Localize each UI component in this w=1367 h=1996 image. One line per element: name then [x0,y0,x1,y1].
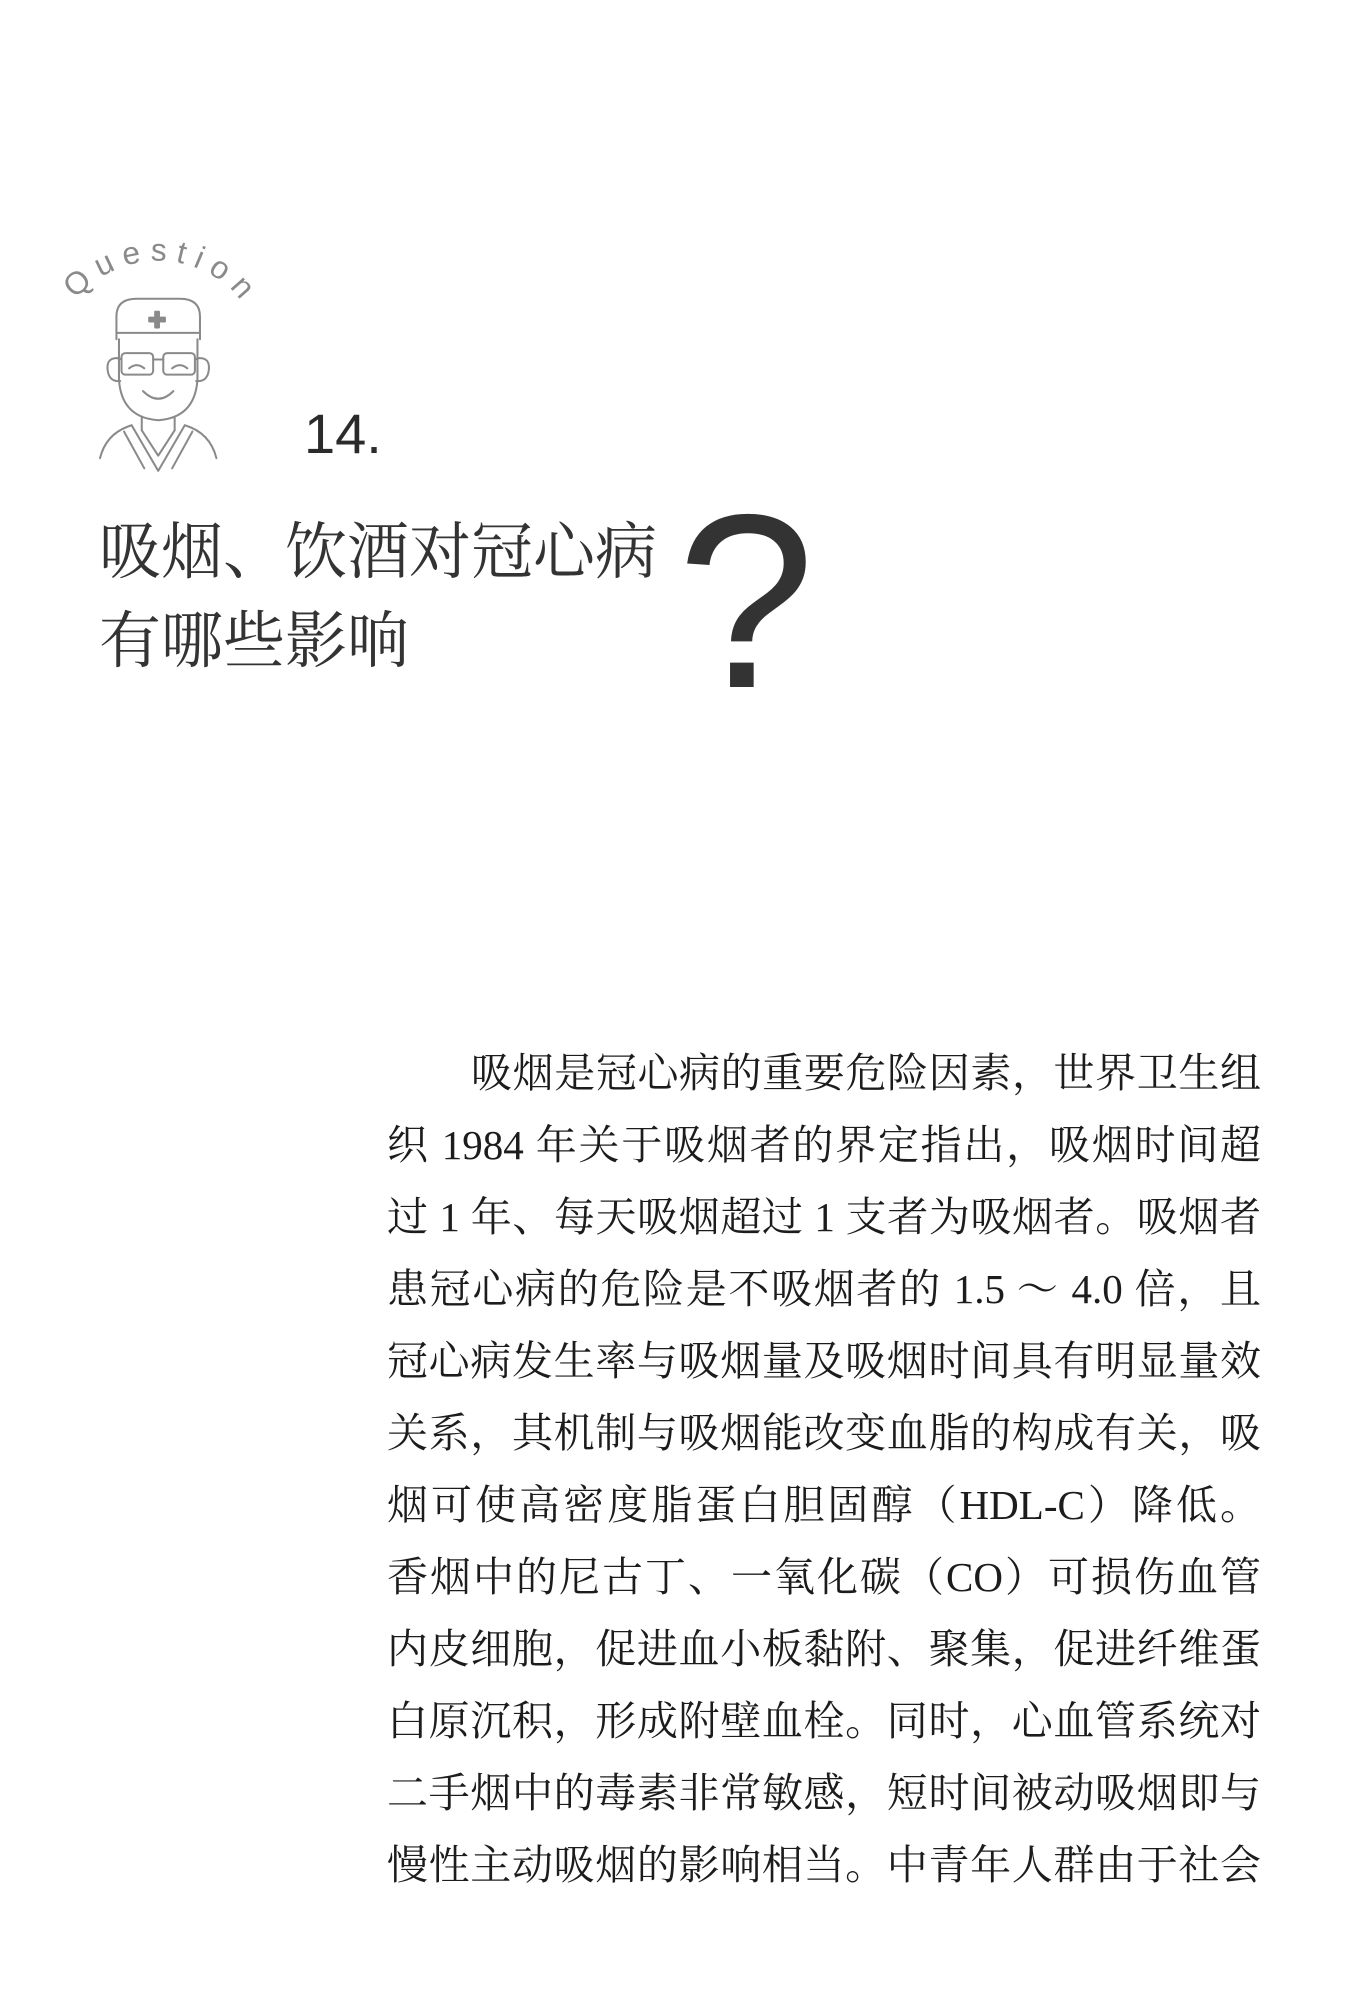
glasses-bridge [118,358,199,359]
doctor-smile [143,391,173,399]
cross-icon-bar [148,317,166,323]
doctor-face [119,339,197,420]
question-arc-text: Question [55,231,269,312]
doctor-lapels [124,432,192,469]
body-line: 慢性主动吸烟的影响相当。中青年人群由于社会 [387,1842,1261,1888]
title-line-1: 吸烟、饮酒对冠心病 [99,515,658,588]
body-line: 过 1 年、每天吸烟超过 1 支者为吸烟者。吸烟者 [387,1194,1261,1240]
body-line: 香烟中的尼古丁、一氧化碳（CO）可损伤血管 [387,1554,1261,1600]
body-line: 患冠心病的危险是不吸烟者的 1.5 ～ 4.0 倍，且 [387,1266,1261,1312]
glasses-left-lens [122,353,154,375]
body-paragraph [387,1037,1261,1901]
body-line: 内皮细胞，促进血小板黏附、聚集，促进纤维蛋 [387,1626,1261,1672]
doctor-eyes [129,365,187,368]
body-line: 冠心病发生率与吸烟量及吸烟时间具有明显量效 [387,1338,1261,1384]
body-line: 关系，其机制与吸烟能改变血脂的构成有关，吸 [387,1410,1261,1456]
question-number: 14. [304,402,382,465]
question-mark: ? [677,462,815,740]
doctor-illustration [0,0,300,500]
title-line-2: 有哪些影响 [99,604,410,677]
body-line: 织 1984 年关于吸烟者的界定指出，吸烟时间超 [387,1122,1261,1168]
doctor-collar [132,425,185,471]
doctor-icon [100,299,216,471]
body-line: 白原沉积，形成附壁血栓。同时，心血管系统对 [387,1698,1261,1744]
body-line: 吸烟是冠心病的重要危险因素，世界卫生组 [471,1050,1261,1096]
body-line: 烟可使高密度脂蛋白胆固醇（HDL-C）降低。 [387,1482,1261,1528]
page-title [99,507,657,685]
doctor-shoulders [100,425,216,458]
body-line: 二手烟中的毒素非常敏感，短时间被动吸烟即与 [387,1770,1261,1816]
glasses-right-lens [163,353,195,375]
